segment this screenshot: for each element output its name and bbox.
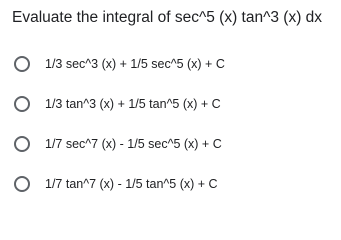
answer-option-label: 1/3 sec^3 (x) + 1/5 sec^5 (x) + C [45, 57, 225, 71]
question-text: Evaluate the integral of sec^5 (x) tan^3 (x) dx [12, 9, 323, 26]
radio-button-icon[interactable] [14, 136, 30, 152]
answer-option-1[interactable] [14, 53, 225, 75]
radio-button-icon[interactable] [14, 56, 30, 72]
answer-option-4[interactable] [14, 173, 218, 195]
answer-option-3[interactable] [14, 133, 222, 155]
answer-option-label: 1/7 tan^7 (x) - 1/5 tan^5 (x) + C [45, 177, 218, 191]
radio-button-icon[interactable] [14, 176, 30, 192]
answer-option-label: 1/3 tan^3 (x) + 1/5 tan^5 (x) + C [45, 97, 221, 111]
answer-option-label: 1/7 sec^7 (x) - 1/5 sec^5 (x) + C [45, 137, 222, 151]
answer-option-2[interactable] [14, 93, 221, 115]
radio-button-icon[interactable] [14, 96, 30, 112]
